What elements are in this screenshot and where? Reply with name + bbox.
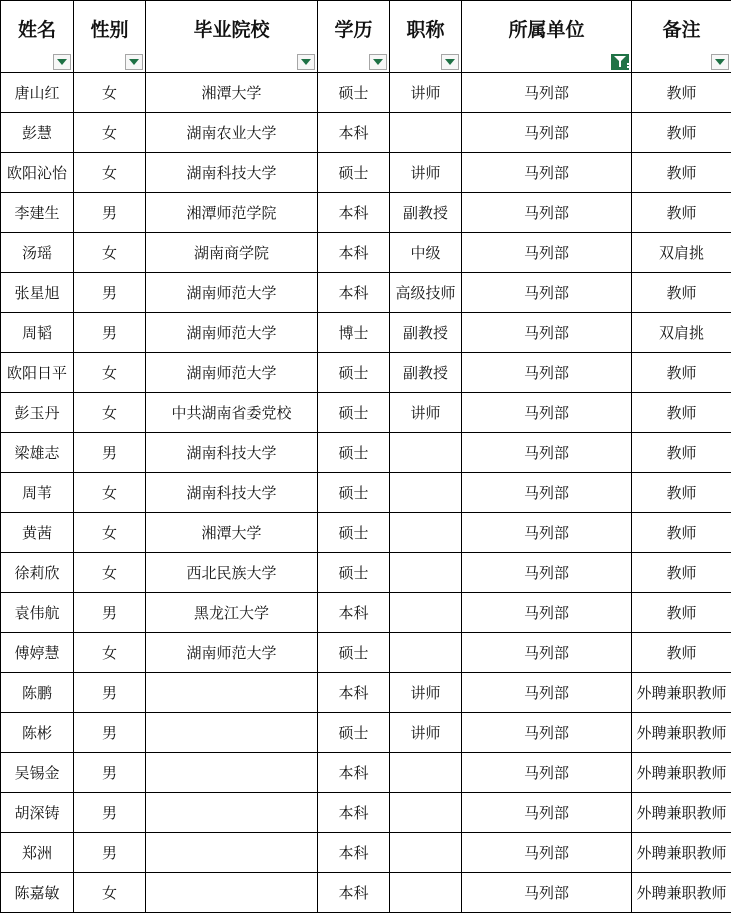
- cell-unit[interactable]: 马列部: [462, 753, 632, 793]
- filter-dropdown-icon[interactable]: [297, 54, 315, 70]
- cell-unit[interactable]: 马列部: [462, 713, 632, 753]
- cell-gender[interactable]: 女: [74, 73, 146, 113]
- cell-title[interactable]: 高级技师: [390, 273, 462, 313]
- cell-unit[interactable]: 马列部: [462, 273, 632, 313]
- cell-remark[interactable]: 双肩挑: [632, 313, 731, 353]
- cell-remark[interactable]: 教师: [632, 553, 731, 593]
- cell-remark[interactable]: 教师: [632, 513, 731, 553]
- cell-title[interactable]: [390, 433, 462, 473]
- cell-degree[interactable]: 本科: [318, 273, 390, 313]
- dropdown-arrow-icon: [445, 59, 455, 65]
- cell-unit[interactable]: 马列部: [462, 553, 632, 593]
- cell-gender[interactable]: 男: [74, 593, 146, 633]
- cell-title[interactable]: 副教授: [390, 353, 462, 393]
- table-body: [1, 73, 731, 913]
- cell-school[interactable]: 湖南师范大学: [146, 313, 318, 353]
- cell-remark[interactable]: 教师: [632, 593, 731, 633]
- cell-gender[interactable]: 男: [74, 313, 146, 353]
- cell-title[interactable]: 副教授: [390, 193, 462, 233]
- cell-name[interactable]: 张星旭: [1, 273, 74, 313]
- cell-gender[interactable]: 女: [74, 393, 146, 433]
- cell-degree[interactable]: 本科: [318, 873, 390, 913]
- cell-school[interactable]: 湖南商学院: [146, 233, 318, 273]
- cell-remark[interactable]: 外聘兼职教师: [632, 713, 731, 753]
- column-header-label: 备注: [662, 19, 701, 41]
- cell-gender[interactable]: 男: [74, 193, 146, 233]
- cell-title[interactable]: [390, 793, 462, 833]
- column-header-school[interactable]: [146, 1, 318, 73]
- cell-school[interactable]: 中共湖南省委党校: [146, 393, 318, 433]
- cell-degree[interactable]: 本科: [318, 673, 390, 713]
- cell-degree[interactable]: 硕士: [318, 153, 390, 193]
- cell-degree[interactable]: 本科: [318, 113, 390, 153]
- cell-degree[interactable]: 本科: [318, 833, 390, 873]
- cell-name[interactable]: 陈鹏: [1, 673, 74, 713]
- column-header-gender[interactable]: [74, 1, 146, 73]
- cell-school[interactable]: 湖南科技大学: [146, 433, 318, 473]
- cell-gender[interactable]: 女: [74, 353, 146, 393]
- cell-gender[interactable]: 男: [74, 793, 146, 833]
- cell-remark[interactable]: 教师: [632, 113, 731, 153]
- table-row: [1, 313, 731, 353]
- table-row: [1, 873, 731, 913]
- cell-gender[interactable]: 女: [74, 233, 146, 273]
- cell-remark[interactable]: 外聘兼职教师: [632, 833, 731, 873]
- cell-school[interactable]: 湖南师范大学: [146, 273, 318, 313]
- cell-degree[interactable]: 硕士: [318, 73, 390, 113]
- dropdown-arrow-icon: [373, 59, 383, 65]
- cell-gender[interactable]: 女: [74, 633, 146, 673]
- header-row: [1, 1, 731, 73]
- table-row: [1, 353, 731, 393]
- filter-dropdown-icon[interactable]: [369, 54, 387, 70]
- cell-remark[interactable]: 教师: [632, 273, 731, 313]
- table-row: [1, 473, 731, 513]
- cell-title[interactable]: 讲师: [390, 673, 462, 713]
- table-row: [1, 433, 731, 473]
- cell-name[interactable]: 彭慧: [1, 113, 74, 153]
- cell-school[interactable]: 西北民族大学: [146, 553, 318, 593]
- cell-school[interactable]: [146, 873, 318, 913]
- column-header-remark[interactable]: [632, 1, 731, 73]
- cell-name[interactable]: 徐莉欣: [1, 553, 74, 593]
- table-row: [1, 753, 731, 793]
- table-row: [1, 193, 731, 233]
- cell-name[interactable]: 郑洲: [1, 833, 74, 873]
- cell-degree[interactable]: 硕士: [318, 353, 390, 393]
- column-header-label: 毕业院校: [193, 19, 270, 41]
- cell-remark[interactable]: 教师: [632, 393, 731, 433]
- column-header-name[interactable]: [1, 1, 74, 73]
- cell-gender[interactable]: 女: [74, 153, 146, 193]
- cell-title[interactable]: [390, 753, 462, 793]
- column-header-label: 职称: [406, 19, 445, 41]
- table-row: [1, 153, 731, 193]
- cell-degree[interactable]: 硕士: [318, 433, 390, 473]
- dropdown-arrow-icon: [129, 59, 139, 65]
- cell-school[interactable]: [146, 793, 318, 833]
- cell-title[interactable]: [390, 113, 462, 153]
- column-header-unit[interactable]: [462, 1, 632, 73]
- cell-name[interactable]: 黄茜: [1, 513, 74, 553]
- cell-unit[interactable]: 马列部: [462, 513, 632, 553]
- table-row: [1, 593, 731, 633]
- cell-name[interactable]: 唐山红: [1, 73, 74, 113]
- cell-remark[interactable]: 教师: [632, 153, 731, 193]
- table-row: [1, 233, 731, 273]
- cell-name[interactable]: 梁雄志: [1, 433, 74, 473]
- table-row: [1, 513, 731, 553]
- cell-name[interactable]: 汤瑶: [1, 233, 74, 273]
- cell-degree[interactable]: 硕士: [318, 513, 390, 553]
- column-header-label: 学历: [334, 19, 373, 41]
- filter-active-icon[interactable]: [611, 54, 629, 70]
- table-row: [1, 833, 731, 873]
- cell-name[interactable]: 袁伟航: [1, 593, 74, 633]
- cell-name[interactable]: 陈彬: [1, 713, 74, 753]
- cell-unit[interactable]: 马列部: [462, 73, 632, 113]
- cell-degree[interactable]: 硕士: [318, 713, 390, 753]
- cell-degree[interactable]: 本科: [318, 593, 390, 633]
- column-header-degree[interactable]: [318, 1, 390, 73]
- cell-title[interactable]: [390, 833, 462, 873]
- cell-name[interactable]: 欧阳沁怡: [1, 153, 74, 193]
- column-header-label: 所属单位: [508, 19, 585, 41]
- cell-gender[interactable]: 女: [74, 473, 146, 513]
- cell-title[interactable]: [390, 473, 462, 513]
- cell-name[interactable]: 吴锡金: [1, 753, 74, 793]
- cell-remark[interactable]: 外聘兼职教师: [632, 673, 731, 713]
- dropdown-arrow-icon: [715, 59, 725, 65]
- cell-title[interactable]: 中级: [390, 233, 462, 273]
- cell-name[interactable]: 胡深铸: [1, 793, 74, 833]
- cell-title[interactable]: [390, 633, 462, 673]
- cell-title[interactable]: [390, 873, 462, 913]
- cell-unit[interactable]: 马列部: [462, 393, 632, 433]
- cell-school[interactable]: 湖南科技大学: [146, 473, 318, 513]
- cell-name[interactable]: 欧阳日平: [1, 353, 74, 393]
- cell-gender[interactable]: 男: [74, 713, 146, 753]
- table-row: [1, 713, 731, 753]
- cell-unit[interactable]: 马列部: [462, 233, 632, 273]
- table-row: [1, 673, 731, 713]
- table-row: [1, 393, 731, 433]
- table-row: [1, 273, 731, 313]
- cell-title[interactable]: 讲师: [390, 713, 462, 753]
- cell-title[interactable]: 副教授: [390, 313, 462, 353]
- cell-degree[interactable]: 硕士: [318, 553, 390, 593]
- cell-school[interactable]: 湖南师范大学: [146, 633, 318, 673]
- column-header-label: 姓名: [17, 19, 56, 41]
- cell-unit[interactable]: 马列部: [462, 593, 632, 633]
- cell-gender[interactable]: 男: [74, 673, 146, 713]
- cell-name[interactable]: 周苇: [1, 473, 74, 513]
- table-row: [1, 553, 731, 593]
- cell-degree[interactable]: 硕士: [318, 633, 390, 673]
- cell-school[interactable]: 湘潭大学: [146, 513, 318, 553]
- cell-remark[interactable]: 教师: [632, 633, 731, 673]
- cell-remark[interactable]: 教师: [632, 473, 731, 513]
- cell-degree[interactable]: 博士: [318, 313, 390, 353]
- filter-dropdown-icon[interactable]: [441, 54, 459, 70]
- cell-remark[interactable]: 教师: [632, 73, 731, 113]
- cell-unit[interactable]: 马列部: [462, 113, 632, 153]
- cell-name[interactable]: 傅婷慧: [1, 633, 74, 673]
- cell-degree[interactable]: 本科: [318, 193, 390, 233]
- cell-gender[interactable]: 男: [74, 833, 146, 873]
- cell-name[interactable]: 李建生: [1, 193, 74, 233]
- cell-title[interactable]: [390, 593, 462, 633]
- cell-school[interactable]: 黑龙江大学: [146, 593, 318, 633]
- cell-unit[interactable]: 马列部: [462, 473, 632, 513]
- cell-remark[interactable]: 教师: [632, 353, 731, 393]
- cell-gender[interactable]: 男: [74, 753, 146, 793]
- cell-degree[interactable]: 硕士: [318, 393, 390, 433]
- cell-title[interactable]: 讲师: [390, 153, 462, 193]
- cell-school[interactable]: [146, 673, 318, 713]
- table-row: [1, 633, 731, 673]
- cell-degree[interactable]: 硕士: [318, 473, 390, 513]
- cell-remark[interactable]: 教师: [632, 193, 731, 233]
- table-row: [1, 73, 731, 113]
- cell-title[interactable]: [390, 553, 462, 593]
- cell-gender[interactable]: 女: [74, 513, 146, 553]
- cell-gender[interactable]: 女: [74, 553, 146, 593]
- column-header-label: 性别: [90, 19, 129, 41]
- cell-degree[interactable]: 本科: [318, 233, 390, 273]
- cell-unit[interactable]: 马列部: [462, 793, 632, 833]
- cell-title[interactable]: 讲师: [390, 73, 462, 113]
- cell-unit[interactable]: 马列部: [462, 873, 632, 913]
- cell-gender[interactable]: 女: [74, 873, 146, 913]
- cell-title[interactable]: 讲师: [390, 393, 462, 433]
- filter-dropdown-icon[interactable]: [711, 54, 729, 70]
- dropdown-arrow-icon: [301, 59, 311, 65]
- cell-name[interactable]: 陈嘉敏: [1, 873, 74, 913]
- cell-school[interactable]: 湖南科技大学: [146, 153, 318, 193]
- cell-degree[interactable]: 本科: [318, 753, 390, 793]
- cell-unit[interactable]: 马列部: [462, 353, 632, 393]
- header-row-group: [1, 1, 731, 73]
- cell-remark[interactable]: 双肩挑: [632, 233, 731, 273]
- cell-unit[interactable]: 马列部: [462, 633, 632, 673]
- cell-unit[interactable]: 马列部: [462, 433, 632, 473]
- cell-school[interactable]: 湘潭师范学院: [146, 193, 318, 233]
- column-header-title[interactable]: [390, 1, 462, 73]
- dropdown-arrow-icon: [57, 59, 67, 65]
- filter-dropdown-icon[interactable]: [125, 54, 143, 70]
- cell-name[interactable]: 周韬: [1, 313, 74, 353]
- cell-gender[interactable]: 男: [74, 273, 146, 313]
- table-row: [1, 113, 731, 153]
- cell-unit[interactable]: 马列部: [462, 673, 632, 713]
- cell-gender[interactable]: 男: [74, 433, 146, 473]
- cell-school[interactable]: [146, 713, 318, 753]
- filter-dropdown-icon[interactable]: [53, 54, 71, 70]
- cell-remark[interactable]: 外聘兼职教师: [632, 753, 731, 793]
- cell-unit[interactable]: 马列部: [462, 193, 632, 233]
- cell-school[interactable]: 湖南农业大学: [146, 113, 318, 153]
- cell-school[interactable]: [146, 753, 318, 793]
- cell-remark[interactable]: 教师: [632, 433, 731, 473]
- cell-degree[interactable]: 本科: [318, 793, 390, 833]
- cell-title[interactable]: [390, 513, 462, 553]
- funnel-icon: [614, 56, 626, 68]
- cell-name[interactable]: 彭玉丹: [1, 393, 74, 433]
- cell-school[interactable]: [146, 833, 318, 873]
- cell-remark[interactable]: 外聘兼职教师: [632, 793, 731, 833]
- table-row: [1, 793, 731, 833]
- cell-gender[interactable]: 女: [74, 113, 146, 153]
- cell-school[interactable]: 湘潭大学: [146, 73, 318, 113]
- cell-unit[interactable]: 马列部: [462, 833, 632, 873]
- cell-unit[interactable]: 马列部: [462, 153, 632, 193]
- cell-remark[interactable]: 外聘兼职教师: [632, 873, 731, 913]
- cell-school[interactable]: 湖南师范大学: [146, 353, 318, 393]
- cell-unit[interactable]: 马列部: [462, 313, 632, 353]
